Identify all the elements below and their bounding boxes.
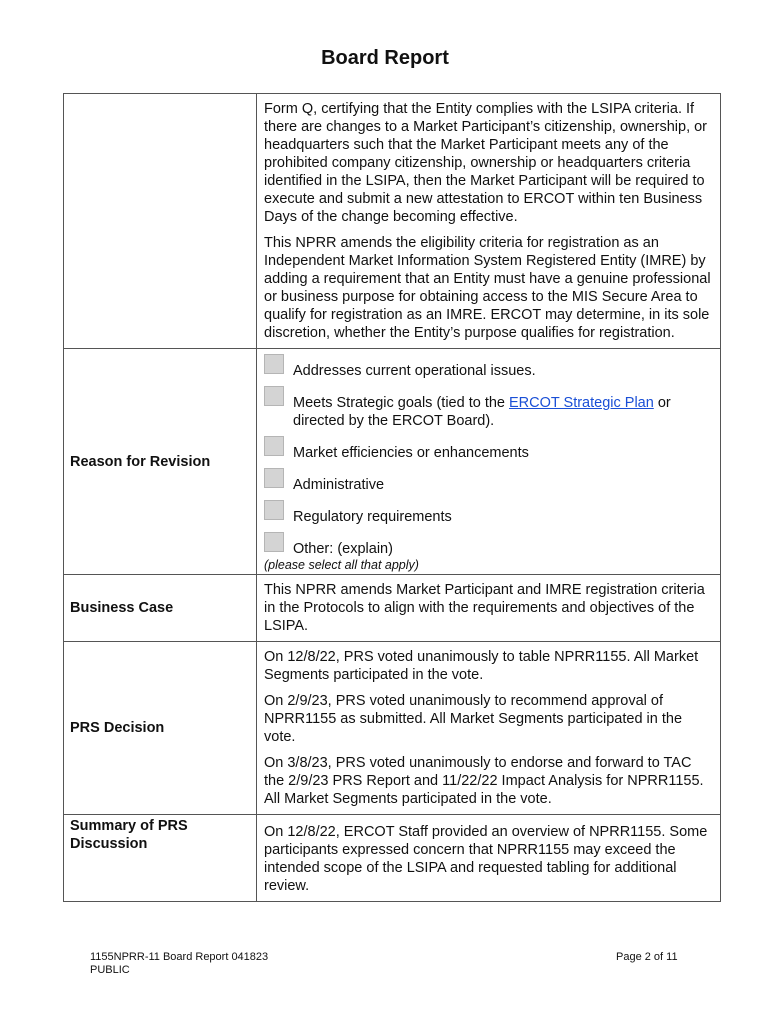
empty-label-cell — [64, 94, 257, 349]
checkbox-label: Administrative — [293, 477, 385, 493]
footer-left — [90, 951, 268, 977]
prs-decision-paragraph: On 12/8/22, PRS voted unanimously to table NPRR1155. All Market Segments participated in the vote. — [264, 649, 699, 683]
checkbox-strategic-goals[interactable] — [264, 386, 284, 406]
checkbox-row[interactable] — [264, 440, 714, 462]
checkbox-row[interactable] — [264, 358, 714, 380]
description-cell — [257, 94, 721, 349]
prs-decision-paragraph: On 2/9/23, PRS voted unanimously to recommend approval of NPRR1155 as submitted. All Market Segments participated in the vote. — [264, 693, 683, 745]
description-paragraph: Form Q, certifying that the Entity complies with the LSIPA criteria. If there are changes to a Market Participant’s citizenship, ownership, or headquarters such that the Market Participant meets any of the prohibited company citizenship, ownership or headquarters criteria identified in the LSIPA, then the Market Participant will be required to execute and submit a new attestation to ERCOT within ten Business Days of the change becoming effective. — [264, 101, 708, 225]
prs-discussion-label: Summary of PRS Discussion — [64, 815, 257, 902]
report-table — [63, 93, 721, 902]
checkbox-row[interactable] — [264, 504, 714, 526]
footer-doc-id: 1155NPRR-11 Board Report 041823 — [90, 951, 269, 963]
checkbox-row[interactable] — [264, 472, 714, 494]
business-case-text: This NPRR amends Market Participant and IMRE registration criteria in the Protocols to align with the requirements and objectives of the LSIPA. — [264, 582, 705, 634]
checkbox-regulatory[interactable] — [264, 500, 284, 520]
strategic-plan-link[interactable]: ERCOT Strategic Plan — [509, 395, 654, 411]
prs-decision-cell — [257, 642, 721, 815]
table-row — [64, 94, 721, 349]
table-row — [64, 349, 721, 575]
checkbox-row[interactable] — [264, 390, 714, 430]
checkbox-other[interactable] — [264, 532, 284, 552]
checkbox-operational-issues[interactable] — [264, 354, 284, 374]
reason-cell — [257, 349, 721, 575]
page-title: Board Report — [321, 47, 449, 69]
checkbox-label: Addresses current operational issues. — [293, 363, 536, 379]
footer-page-number: Page 2 of 11 — [616, 951, 678, 963]
business-case-cell — [257, 575, 721, 642]
description-paragraph: This NPRR amends the eligibility criteria for registration as an Independent Market Information System Registered Entity (IMRE) by adding a requirement that an Entity must have a genuine professional or business purpose for obtaining access to the MIS Secure Area to qualify for registration as an IMRE. ERCOT may determine, in its sole discretion, whether the Entity’s purpose qualifies for registration. — [264, 235, 711, 341]
checkbox-row[interactable] — [264, 536, 714, 558]
checkbox-administrative[interactable] — [264, 468, 284, 488]
prs-decision-paragraph: On 3/8/23, PRS voted unanimously to endorse and forward to TAC the 2/9/23 PRS Report and 11/22/22 Impact Analysis for NPRR1155. All Market Segments participated in the vote. — [264, 755, 704, 807]
checkbox-label: Other: (explain) — [293, 541, 393, 557]
checkbox-market-efficiencies[interactable] — [264, 436, 284, 456]
checkbox-label: Market efficiencies or enhancements — [293, 445, 529, 461]
table-row — [64, 575, 721, 642]
table-row — [64, 815, 721, 902]
table-row — [64, 642, 721, 815]
footer-classification: PUBLIC — [90, 964, 130, 976]
reason-label: Reason for Revision — [64, 349, 257, 575]
prs-discussion-text: On 12/8/22, ERCOT Staff provided an overview of NPRR1155. Some participants expressed concern that NPRR1155 may exceed the intended scope of the LSIPA and requested tabling for additional review. — [264, 824, 708, 894]
prs-discussion-cell — [257, 815, 721, 902]
select-all-note: (please select all that apply) — [264, 558, 419, 572]
checkbox-label: Regulatory requirements — [293, 509, 452, 525]
business-case-label: Business Case — [64, 575, 257, 642]
prs-decision-label: PRS Decision — [64, 642, 257, 815]
checkbox-label: Meets Strategic goals (tied to the ERCOT Strategic Plan or directed by the ERCOT Board). — [293, 395, 671, 429]
